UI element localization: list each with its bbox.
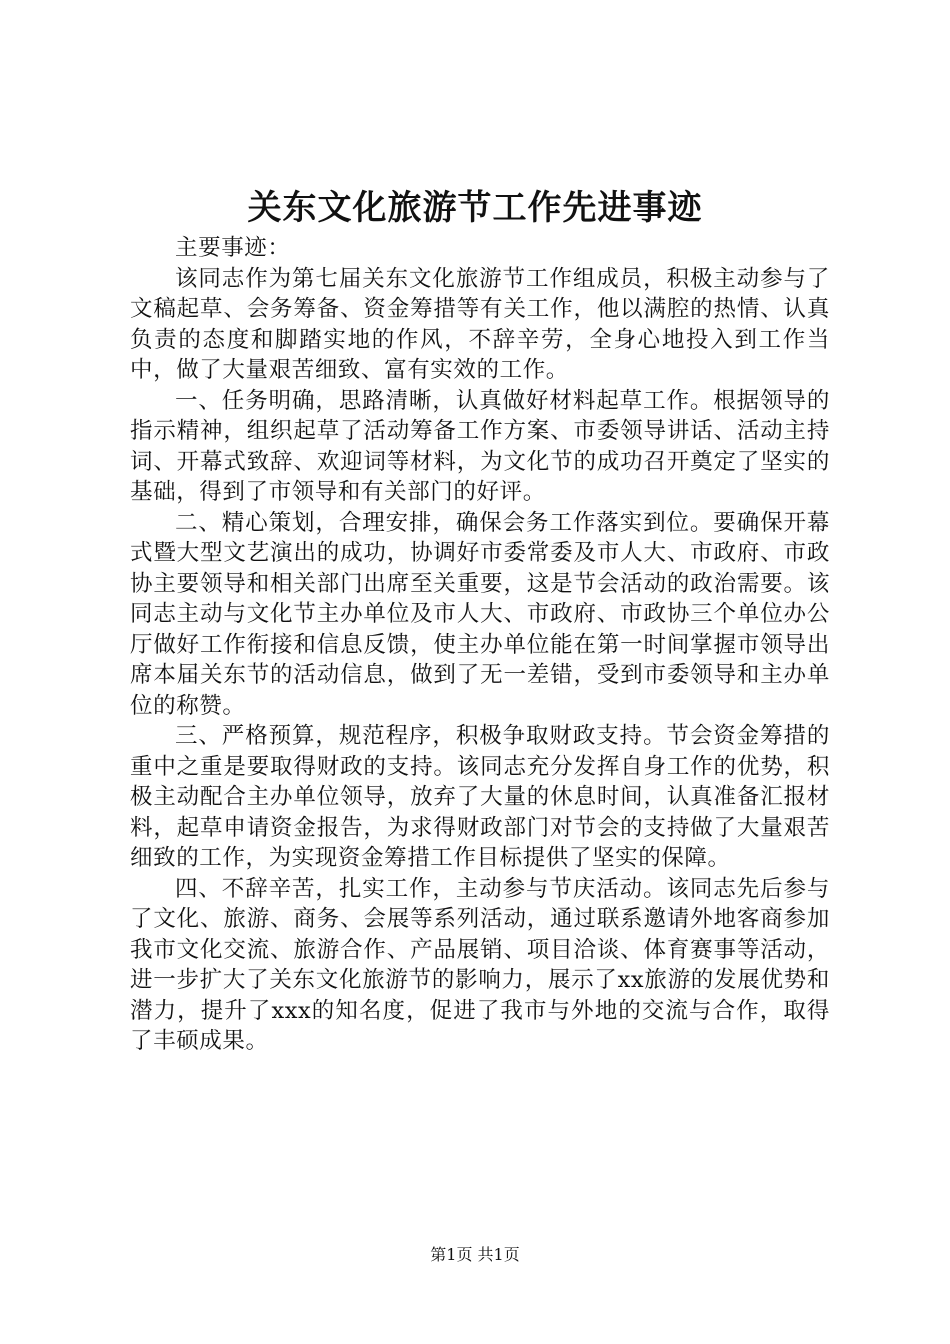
paragraph-section-1: 一、任务明确，思路清晰，认真做好材料起草工作。根据领导的指示精神，组织起草了活动筹备工作方案、市委领导讲话、活动主持词、开幕式致辞、欢迎词等材料，为文化节的成功召开奠定了坚实的基础，得到了市领导和有关部门的好评。	[130, 387, 830, 505]
page-number-footer: 第1页 共1页	[430, 1245, 520, 1264]
document-body	[130, 233, 830, 1057]
paragraph-section-4: 四、不辞辛苦，扎实工作，主动参与节庆活动。该同志先后参与了文化、旅游、商务、会展等系列活动，通过联系邀请外地客商参加我市文化交流、旅游合作、产品展销、项目洽谈、体育赛事等活动，进一步扩大了关东文化旅游节的影响力，展示了xx旅游的发展优势和潜力，提升了xxx的知名度，促进了我市与外地的交流与合作，取得了丰硕成果。	[130, 875, 830, 1054]
paragraph-section-2: 二、精心策划，合理安排，确保会务工作落实到位。要确保开幕式暨大型文艺演出的成功，协调好市委常委及市人大、市政府、市政协主要领导和相关部门出席至关重要，这是节会活动的政治需要。该同志主动与文化节主办单位及市人大、市政府、市政协三个单位办公厅做好工作衔接和信息反馈，使主办单位能在第一时间掌握市领导出席本届关东节的活动信息，做到了无一差错，受到市委领导和主办单位的称赞。	[130, 509, 830, 719]
document-title: 关东文化旅游节工作先进事迹	[247, 188, 703, 228]
paragraph-intro-label: 主要事迹：	[175, 235, 291, 261]
paragraph-section-3: 三、严格预算，规范程序，积极争取财政支持。节会资金筹措的重中之重是要取得财政的支持。该同志充分发挥自身工作的优势，积极主动配合主办单位领导，放弃了大量的休息时间，认真准备汇报材料，起草申请资金报告，为求得财政部门对节会的支持做了大量艰苦细致的工作，为实现资金筹措工作目标提供了坚实的保障。	[130, 723, 830, 871]
paragraph-summary: 该同志作为第七届关东文化旅游节工作组成员，积极主动参与了文稿起草、会务筹备、资金筹措等有关工作，他以满腔的热情、认真负责的态度和脚踏实地的作风，不辞辛劳，全身心地投入到工作当中，做了大量艰苦细致、富有实效的工作。	[130, 265, 830, 383]
